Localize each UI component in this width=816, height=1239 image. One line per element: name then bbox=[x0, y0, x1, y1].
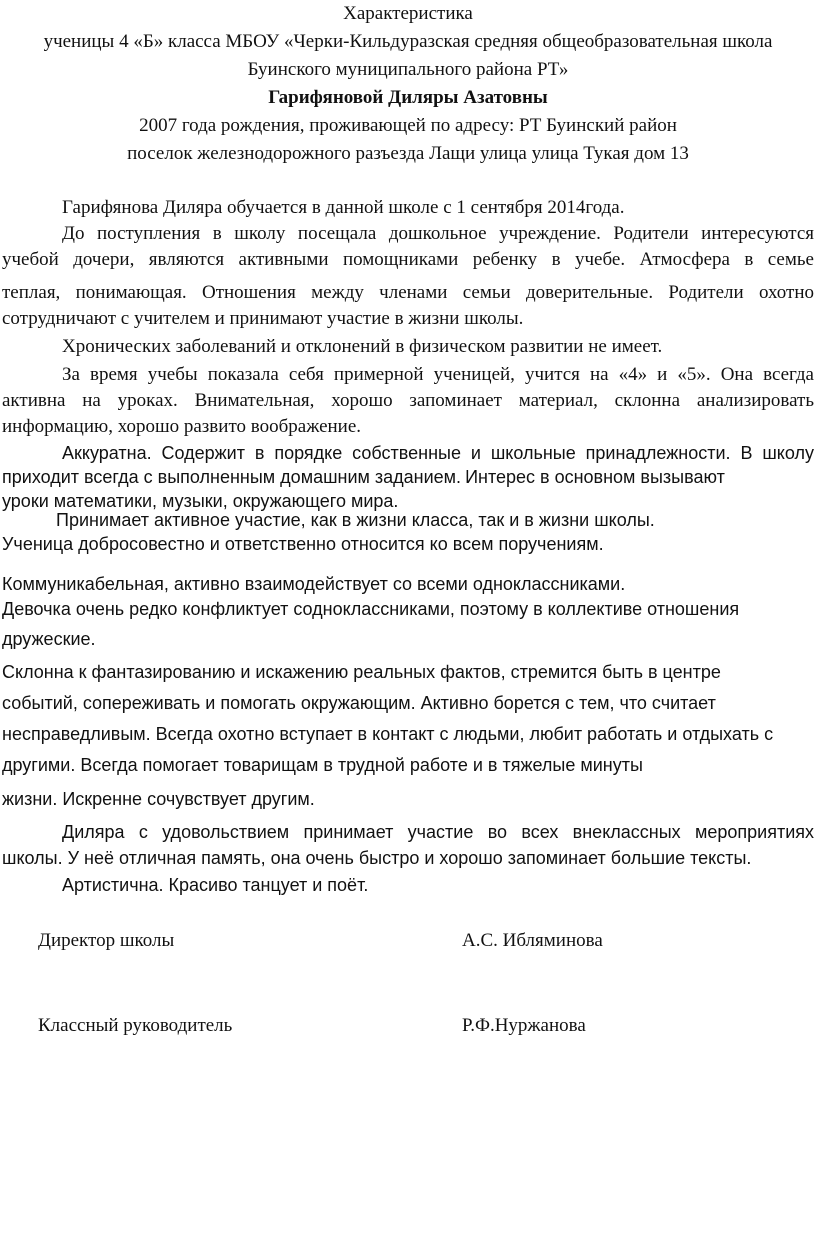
director-label: Директор школы bbox=[38, 930, 175, 951]
teacher-name: Р.Ф.Нуржанова bbox=[462, 1015, 586, 1036]
text-line: информацию, хорошо развито воображение. bbox=[2, 416, 362, 437]
text-line: Ученица добросовестно и ответственно относится ко всем поручениям. bbox=[2, 534, 604, 554]
text-line: теплая, понимающая. Отношения между членами семьи доверительные. Родители охотно bbox=[2, 282, 814, 303]
text-line: Гарифянова Диляра обучается в данной школе с 1 сентября 2014года. bbox=[62, 197, 625, 218]
student-name: Гарифяновой Диляры Азатовны bbox=[268, 87, 548, 108]
text-line: другими. Всегда помогает товарищам в трудной работе и в тяжелые минуты bbox=[2, 755, 643, 775]
text-line: несправедливым. Всегда охотно вступает в контакт с людьми, любит работать и отдыхать с bbox=[2, 724, 774, 744]
text-line: Принимает активное участие, как в жизни класса, так и в жизни школы. bbox=[56, 510, 655, 530]
text-line: сотрудничают с учителем и принимают участие в жизни школы. bbox=[2, 308, 524, 329]
header-school-line: ученицы 4 «Б» класса МБОУ «Черки-Кильдуразская средняя общеобразовательная школа bbox=[43, 31, 773, 52]
document-title: Характеристика bbox=[343, 3, 473, 24]
text-line bbox=[2, 465, 725, 489]
text-line: уроки математики, музыки, окружающего мира. bbox=[2, 491, 399, 511]
birth-address-line: 2007 года рождения, проживающей по адресу: РТ Буинский район bbox=[139, 115, 677, 136]
text-line: активна на уроках. Внимательная, хорошо запоминает материал, склонна анализировать bbox=[2, 390, 814, 411]
text-line: учебой дочери, являются активными помощниками ребенку в учебе. Атмосфера в семье bbox=[2, 249, 814, 270]
text-line: жизни. Искренне сочувствует другим. bbox=[2, 789, 315, 809]
address-line: поселок железнодорожного разъезда Лащи улица улица Тукая дом 13 bbox=[127, 143, 689, 164]
header-district-line: Буинского муниципального района РТ» bbox=[247, 59, 569, 80]
text-fragment: Интерес в основном вызывают bbox=[465, 467, 725, 487]
text-line: До поступления в школу посещала дошкольное учреждение. Родители интересуются bbox=[62, 223, 814, 244]
text-line: Хронических заболеваний и отклонений в физическом развитии не имеет. bbox=[62, 336, 663, 357]
text-line: Диляра с удовольствием принимает участие во всех внеклассных мероприятиях bbox=[62, 822, 814, 842]
text-line: событий, сопереживать и помогать окружающим. Активно борется с тем, что считает bbox=[2, 693, 716, 713]
text-line: Коммуникабельная, активно взаимодействует со всеми одноклассниками. bbox=[2, 574, 626, 594]
text-fragment: приходит всегда с выполненным домашним заданием. bbox=[2, 467, 462, 487]
text-line: Склонна к фантазированию и искажению реальных фактов, стремится быть в центре bbox=[2, 662, 721, 682]
text-line: За время учебы показала себя примерной ученицей, учится на «4» и «5». Она всегда bbox=[62, 364, 814, 385]
teacher-label: Классный руководитель bbox=[38, 1015, 233, 1036]
text-line: Артистична. Красиво танцует и поёт. bbox=[62, 875, 369, 895]
text-line: школы. У неё отличная память, она очень быстро и хорошо запоминает большие тексты. bbox=[2, 848, 752, 868]
text-line: Девочка очень редко конфликтует содноклассниками, поэтому в коллективе отношения bbox=[2, 599, 740, 619]
director-name: А.С. Ибляминова bbox=[462, 930, 603, 951]
text-line: дружеские. bbox=[2, 629, 96, 649]
text-line: Аккуратна. Содержит в порядке собственные и школьные принадлежности. В школу bbox=[62, 443, 814, 463]
